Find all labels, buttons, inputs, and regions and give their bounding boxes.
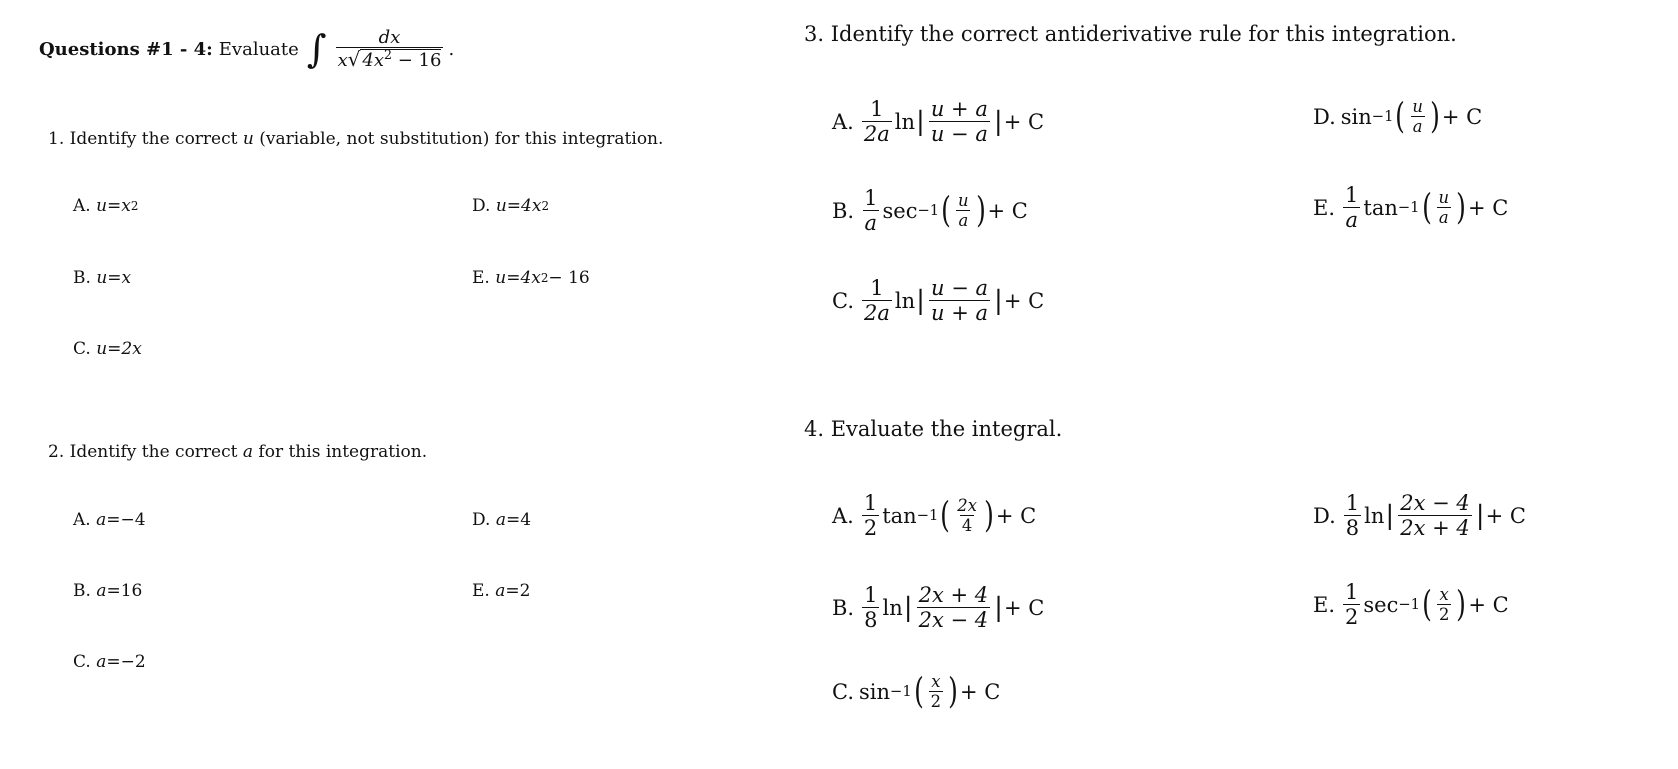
question-2-prompt: 2. Identify the correct a for this integration.: [48, 442, 428, 462]
q3-option-e[interactable]: E. $\frac{1}{a}$ tan −1 ( $\frac{u}{a}$ ) + C: [1313, 183, 1509, 232]
q4-option-c[interactable]: C. sin −1 ( $\frac{x}{2}$ ) + C: [832, 670, 1001, 712]
q2-option-e[interactable]: E. a = 2: [472, 581, 531, 601]
q2-option-d[interactable]: D. a = 4: [472, 510, 532, 530]
question-4-prompt: 4. Evaluate the integral.: [804, 417, 1063, 441]
integrand-fraction: [336, 28, 444, 71]
question-1-prompt: 1. Identify the correct u (variable, not substitution) for this integration.: [48, 129, 664, 149]
q3-option-a[interactable]: A. $\frac{1}{2a}$ ln | $\frac{u + a}{u - a}$ | + C: [832, 97, 1045, 146]
instructions-header: Questions #1 - 4: Evaluate ∫ $\frac{dx}{x√ 4x^2 - 16}$ .: [39, 27, 455, 72]
q4-option-b[interactable]: B. $\frac{1}{8}$ ln | $\frac{2x + 4}{2x - 4}$ | + C: [832, 583, 1045, 632]
q1-option-b[interactable]: B. u = x: [73, 268, 132, 288]
q4-option-d[interactable]: D. $\frac{1}{8}$ ln | $\frac{2x - 4}{2x + 4}$ | + C: [1313, 491, 1526, 540]
q4-option-e[interactable]: E. $\frac{1}{2}$ sec −1 ( $\frac{x}{2}$ ) + C: [1313, 580, 1509, 629]
q3-option-d[interactable]: D. sin −1 ( $\frac{u}{a}$ ) + C: [1313, 95, 1483, 137]
q2-option-a[interactable]: A. a = −4: [73, 510, 146, 530]
q1-option-c[interactable]: C. u = 2x: [73, 339, 142, 359]
q3-option-c[interactable]: C. $\frac{1}{2a}$ ln | $\frac{u - a}{u + a}$ | + C: [832, 276, 1045, 325]
integrand-denominator: x√ $4x^2 - 16$: [337, 47, 442, 72]
header-text: Evaluate: [218, 38, 299, 60]
q2-option-b[interactable]: B. a = 16: [73, 581, 143, 601]
header-label: Questions #1 - 4:: [39, 38, 213, 60]
q1-option-a[interactable]: A. u = x 2: [73, 196, 139, 216]
q4-option-a[interactable]: A. $\frac{1}{2}$ tan −1 ( $\frac{2x}{4}$ ) + C: [832, 491, 1037, 540]
q2-option-c[interactable]: C. a = −2: [73, 652, 146, 672]
integrand-numerator: dx: [378, 27, 401, 48]
q3-option-b[interactable]: B. $\frac{1}{a}$ sec −1 ( $\frac{u}{a}$ ) + C: [832, 186, 1028, 235]
q1-option-e[interactable]: E. u = 4x 2 − 16: [472, 268, 590, 288]
question-3-prompt: 3. Identify the correct antiderivative rule for this integration.: [804, 22, 1457, 46]
integral-sign: ∫: [306, 27, 327, 72]
q1-option-d[interactable]: D. u = 4x 2: [472, 196, 550, 216]
